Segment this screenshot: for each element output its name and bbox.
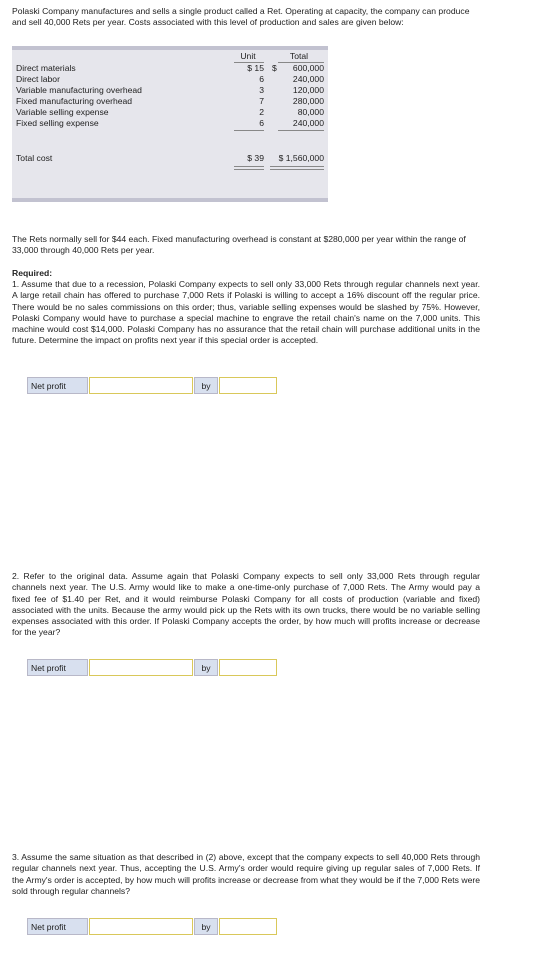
- cost-table: [12, 46, 328, 202]
- table-total-row: Total cost $ 39 $ 1,560,000: [16, 153, 324, 163]
- unit-header: Unit: [240, 51, 256, 61]
- by-label: by: [194, 377, 218, 394]
- total-subtotal-rule: [278, 130, 324, 131]
- unit-subtotal-rule: [234, 130, 264, 131]
- unit-total-rule-1: [234, 166, 264, 167]
- by-label: by: [194, 659, 218, 676]
- intro-text: [12, 6, 480, 29]
- question-2: [12, 571, 480, 639]
- question-2-text: 2. Refer to the original data. Assume again that Polaski Company expects to sell only 33,000 Rets through regular channels next year. The U.S. Army would like to make a one-time-only purchase of 7,000 Rets. The Army would pay a fixed fee of $1.40 per Ret, and it would reimburse Polaski Company for all costs of production (variable and fixed) associated with the units. Because the army would pick up the Rets with its own trucks, there would be no variable selling expenses associated with this order. If Polaski Company accepts the order, by how much will profits increase or decrease for the year?: [12, 571, 480, 638]
- unit-total-rule-2: [234, 169, 264, 170]
- net-profit-label: Net profit: [27, 377, 88, 394]
- net-profit-select-1[interactable]: [89, 377, 193, 394]
- intro-paragraph: Polaski Company manufactures and sells a single product called a Ret. Operating at capacity, the company can produce and sell 40,000 Rets per year. Costs associated with this level of production and sales are given below:: [12, 6, 470, 28]
- table-row: Direct materials $ 15 $ 600,000: [16, 63, 324, 73]
- note-paragraph: The Rets normally sell for $44 each. Fixed manufacturing overhead is constant at $280,000 per year within the range of 33,000 through 40,000 Rets per year.: [12, 234, 466, 256]
- net-profit-select-3[interactable]: [89, 918, 193, 935]
- question-3: [12, 852, 480, 897]
- question-1: [12, 279, 480, 347]
- amount-input-1[interactable]: [219, 377, 277, 394]
- net-profit-select-2[interactable]: [89, 659, 193, 676]
- net-profit-label: Net profit: [27, 659, 88, 676]
- required-section: [12, 268, 480, 279]
- table-header: [16, 51, 326, 62]
- by-label: by: [194, 918, 218, 935]
- table-row: Variable selling expense 2 80,000: [16, 107, 324, 117]
- price-note: [12, 234, 480, 257]
- question-1-text: 1. Assume that due to a recession, Polaski Company expects to sell only 33,000 Rets through regular channels next year. A large retail chain has offered to purchase 7,000 Rets if Polaski is willing to accept a 16% discount off the regular price. There would be no sales commissions on this order; thus, variable selling expenses would be slashed by 75%. However, Polaski Company would have to purchase a special machine to engrave the retail chain's name on the 7,000 units. This machine would cost $14,000. Polaski Company has no assurance that the retail chain will purchase additional units in the future. Determine the impact on profits next year if this special order is accepted.: [12, 279, 480, 346]
- table-top-bar: [12, 46, 328, 50]
- table-row: Direct labor 6 240,000: [16, 74, 324, 84]
- net-profit-label: Net profit: [27, 918, 88, 935]
- amount-input-3[interactable]: [219, 918, 277, 935]
- table-bottom-bar: [12, 198, 328, 202]
- question-3-text: 3. Assume the same situation as that described in (2) above, except that the company expects to sell 40,000 Rets through regular channels next year. Thus, accepting the U.S. Army's order would require giving up regular sales of 7,000 Rets. If the Army's order is accepted, by how much will profits increase or decrease from what they would be if the 7,000 Rets were sold through regular channels?: [12, 852, 480, 896]
- required-heading: Required:: [12, 268, 53, 278]
- total-header: Total: [289, 51, 309, 61]
- table-row: Fixed manufacturing overhead 7 280,000: [16, 96, 324, 106]
- total-total-rule-2: [270, 169, 324, 170]
- amount-input-2[interactable]: [219, 659, 277, 676]
- total-total-rule-1: [270, 166, 324, 167]
- table-row: Variable manufacturing overhead 3 120,000: [16, 85, 324, 95]
- table-row: Fixed selling expense 6 240,000: [16, 118, 324, 128]
